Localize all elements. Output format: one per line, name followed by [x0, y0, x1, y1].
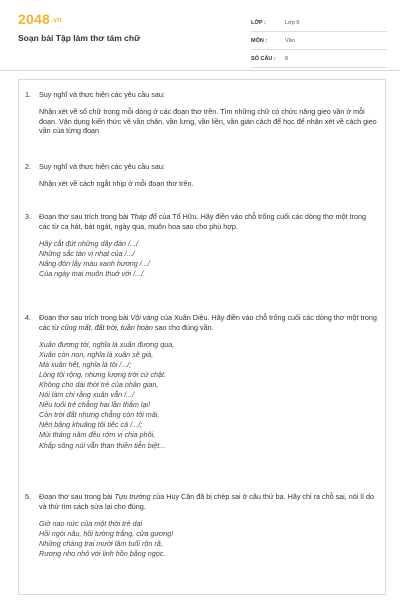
- meta-label: SỐ CÂU :: [251, 55, 276, 62]
- question-prompt: [39, 212, 379, 232]
- poem-line: Nói làm chi rằng xuân vẫn /.../: [39, 390, 135, 400]
- meta-value: 8: [285, 55, 289, 62]
- meta-value: Văn: [285, 37, 295, 44]
- prompt-text: của Xuân Diệu. Hãy điền vào chỗ trống cuối các dòng thơ một trong các từ: [39, 313, 377, 332]
- poem-line: Nên bâng khuâng tôi tiếc cả /.../;: [39, 420, 143, 430]
- meta-label: LỚP :: [251, 19, 266, 26]
- question-number: 5.: [25, 492, 31, 501]
- question-5: [19, 492, 379, 559]
- question-prompt: [39, 492, 379, 512]
- word-choices: cũng mất, đất trời, tuần hoàn: [61, 322, 153, 332]
- poem-line: Hãy cắt đứt những dây đàn /.../: [39, 238, 139, 248]
- prompt-text: Đoạn thơ sau trong bài: [39, 492, 115, 501]
- question-instructions: Nhận xét về số chữ trong mỗi dòng ở các đoạn thơ trên. Tìm những chữ có chức năng gieo vần ở mỗi đoạn. Vận dụng kiến thức về vần chân, vần lưng, vần liền, vần gián cách để học để nhận xét về cách gieo vần của từng đoạn: [39, 106, 377, 136]
- poem-line: Lòng tôi rộng, nhưng lượng trời cứ chật.: [39, 369, 167, 379]
- poem-line: Còn trời đất nhưng chẳng còn tôi mãi,: [39, 410, 160, 420]
- question-number: 4.: [25, 313, 31, 322]
- poem-line: Những sắc tàn vị nhạt của /.../: [39, 248, 135, 258]
- logo-tld: .vn: [50, 17, 62, 24]
- question-prompt: [39, 313, 379, 333]
- question-prompt: Suy nghĩ và thực hiện các yêu cầu sau:: [39, 162, 165, 171]
- poem-line: Nâng đón lấy màu xanh hương /.../: [39, 258, 150, 268]
- meta-row-class: [251, 14, 387, 32]
- poem-line: Mùi tháng năm đều rớm vị chia phôi,: [39, 430, 156, 440]
- question-instructions: Nhận xét về cách ngắt nhịp ở mỗi đoạn thơ trên.: [39, 178, 194, 188]
- prompt-text: của Huy Cận đã bị chép sai ở câu thứ ba. Hãy chỉ ra chỗ sai, nói lí do và thử tìm cách sửa lại cho đúng.: [39, 492, 374, 511]
- meta-row-count: [251, 50, 387, 68]
- poem-excerpt: [39, 239, 379, 279]
- poem-excerpt: [39, 340, 379, 451]
- work-title: Tháp đổ: [130, 212, 157, 221]
- document-title: Soạn bài Tập làm thơ tám chữ: [18, 33, 141, 43]
- poem-line: Xuân còn non, nghĩa là xuân sẽ già,: [39, 349, 154, 359]
- prompt-text: sao cho đúng vần.: [152, 322, 214, 332]
- poem-line: Không cho dài thời trẻ của nhân gian,: [39, 379, 159, 389]
- work-title: Tựu trường: [114, 492, 151, 501]
- logo-text: 2048: [18, 11, 50, 27]
- poem-line: Mà xuân hết, nghĩa là tôi /.../;: [39, 359, 132, 369]
- question-3: [19, 212, 379, 279]
- questions-panel: [18, 79, 386, 595]
- prompt-text: Đoạn thơ sau trích trong bài: [39, 313, 131, 322]
- poem-line: Giờ nao nức của một thời trẻ dại: [39, 518, 143, 528]
- meta-table: [251, 14, 387, 68]
- prompt-text: của Tố Hữu. Hãy điền vào chỗ trống cuối các dòng thơ một trong các từ ca hát, bát ngát, ngày qua, muôn hoa sao cho phù hợp.: [39, 212, 366, 231]
- poem-line: Rương nho nhỏ với linh hồn bằng ngọc.: [39, 548, 166, 558]
- poem-line: Xuân đương tới, nghĩa là xuân đương qua,: [39, 339, 175, 349]
- question-number: 3.: [25, 212, 31, 221]
- question-1: [19, 90, 379, 136]
- meta-label: MÔN :: [251, 37, 268, 44]
- work-title: Vội vàng: [130, 313, 159, 322]
- poem-excerpt: [39, 519, 379, 559]
- question-number: 1.: [25, 90, 31, 99]
- question-number: 2.: [25, 162, 31, 171]
- header: [0, 0, 400, 71]
- poem-line: Nếu tuổi trẻ chẳng hai lần thắm lại!: [39, 400, 151, 410]
- poem-line: Hồi ngói nâu, hồi tường trắng, cửa gương!: [39, 528, 174, 538]
- question-2: [19, 162, 379, 189]
- meta-value: Lớp 9: [285, 19, 300, 26]
- poem-line: Khắp sông núi vẫn than thiền tiễn biệt...: [39, 440, 166, 450]
- poem-line: Của ngày mai muôn thuở với /.../.: [39, 268, 146, 278]
- prompt-text: Đoạn thơ sau trích trong bài: [39, 212, 131, 221]
- meta-row-subject: [251, 32, 387, 50]
- question-4: [19, 313, 379, 451]
- poem-line: Những chàng trai mười lăm tuổi rộn rã,: [39, 538, 163, 548]
- question-prompt: Suy nghĩ và thực hiện các yêu cầu sau:: [39, 90, 165, 99]
- site-logo[interactable]: [18, 11, 62, 27]
